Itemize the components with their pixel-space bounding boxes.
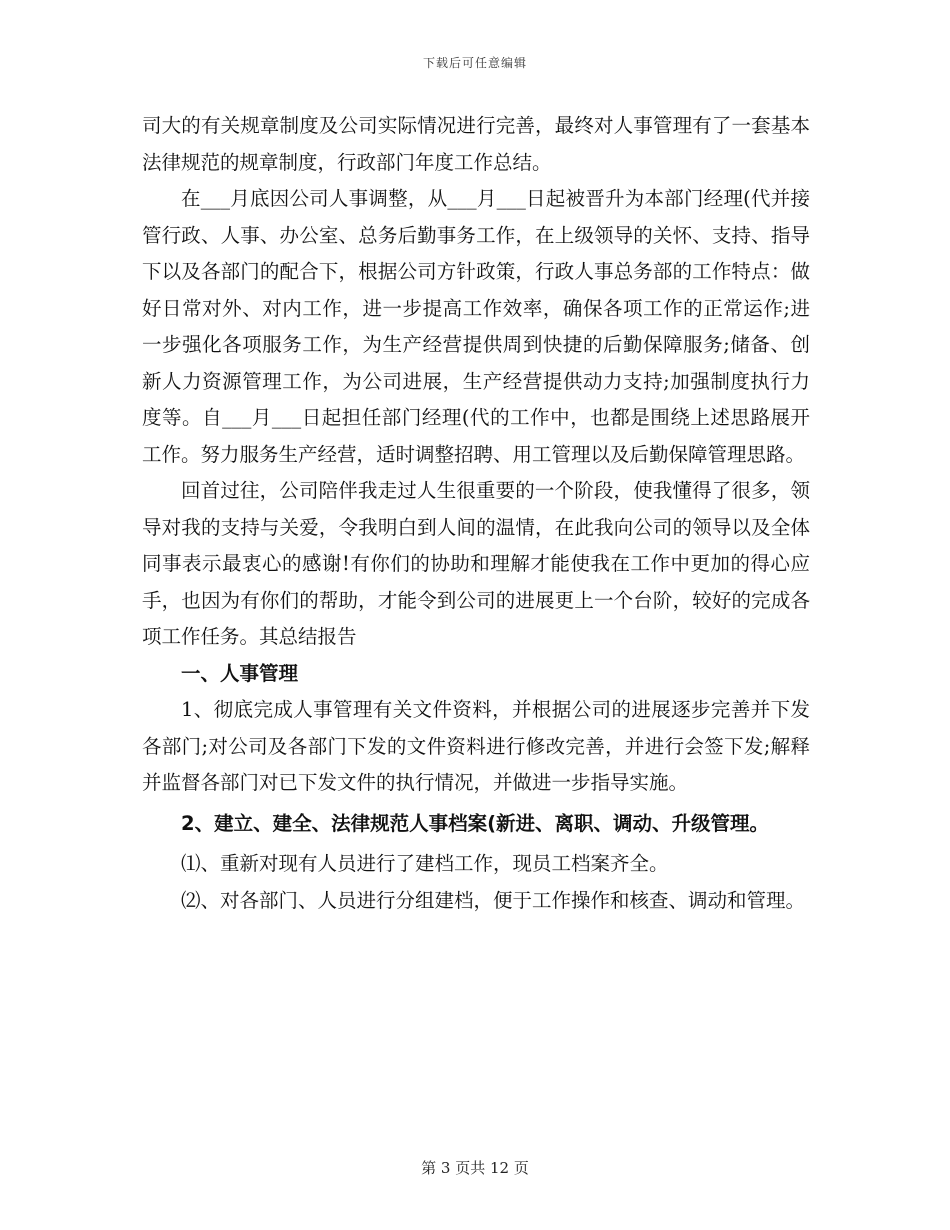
paragraph-promotion: 在___月底因公司人事调整，从___月___日起被晋升为本部门经理(代并接管行政、人事、办公室、总务后勤事务工作，在上级领导的关怀、支持、指导下以及各部门的配合下，根据公司方针政策，行政人事总务部的工作特点：做好日常对外、对内工作，进一步提高工作效率，确保各项工作的正常运作;进一步强化各项服务工作，为生产经营提供周到快捷的后勤保障服务;储备、创新人力资源管理工作，为公司进展，生产经营提供动力支持;加强制度执行力度等。自___月___日起担任部门经理(代的工作中，也都是围绕上述思路展开工作。努力服务生产经营，适时调整招聘、用工管理以及后勤保障管理思路。 — [142, 187, 810, 466]
paragraph-subitem-1: ⑴、重新对现有人员进行了建档工作，现员工档案齐全。 — [181, 852, 669, 875]
paragraph-continued: 司大的有关规章制度及公司实际情况进行完善，最终对人事管理有了一套基本法律规范的规章制度，行政部门年度工作总结。 — [142, 114, 810, 174]
paragraph-subitem-2: ⑵、对各部门、人员进行分组建档，便于工作操作和核查、调动和管理。 — [181, 888, 806, 912]
document-body — [142, 108, 810, 919]
section-heading-personnel: 一、人事管理 — [181, 661, 299, 685]
paragraph-reflection: 回首过往，公司陪伴我走过人生很重要的一个阶段，使我懂得了很多，领导对我的支持与关爱，令我明白到人间的温情，在此我向公司的领导以及全体同事表示最衷心的感谢!有你们的协助和理解才能使我在工作中更加的得心应手，也因为有你们的帮助，才能令到公司的进展更上一个台阶，较好的完成各项工作任务。其总结报告 — [142, 479, 810, 648]
subheading-item-2: 2、建立、建全、法律规范人事档案(新进、离职、调动、升级管理。 — [181, 811, 769, 835]
paragraph-item-1: 1、彻底完成人事管理有关文件资料，并根据公司的进展逐步完善并下发各部门;对公司及各部门下发的文件资料进行修改完善，并进行会签下发;解释并监督各部门对已下发文件的执行情况，并做进一步指导实施。 — [142, 698, 810, 794]
page-number-footer: 第 3 页共 12 页 — [421, 1159, 529, 1177]
page-header-note: 下载后可任意编辑 — [422, 56, 527, 70]
